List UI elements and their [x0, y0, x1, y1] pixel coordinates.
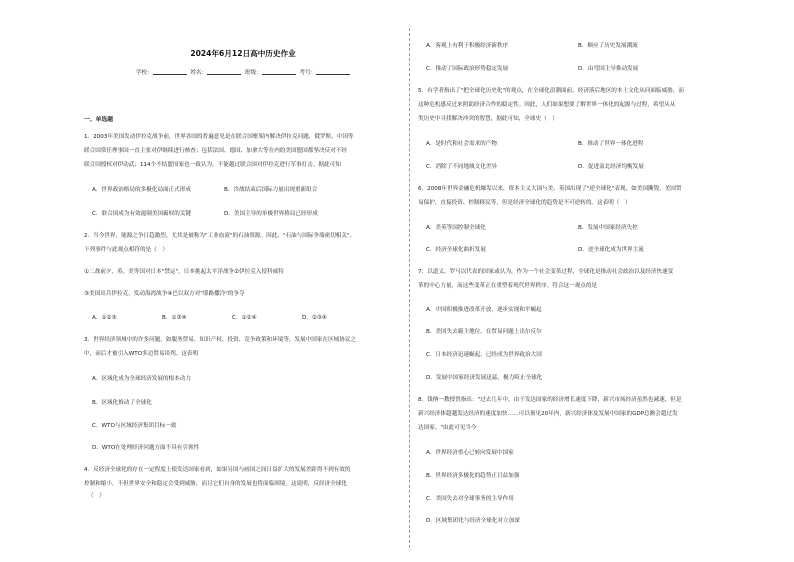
option-a[interactable]: A．美英等国控制全球化	[426, 225, 486, 231]
name-blank[interactable]	[207, 68, 241, 75]
class-field: 班级：	[245, 68, 296, 78]
class-blank[interactable]	[262, 68, 296, 75]
question-stem-line: （ ）	[88, 493, 105, 499]
option-c[interactable]: C．经济全球化曲折发展	[426, 247, 486, 253]
option-d[interactable]: D．美国主导的单极世界格局已经形成	[224, 211, 318, 217]
question-2	[84, 232, 355, 255]
option-a[interactable]: A．中国积极推进改革开放，逐步实现和平崛起	[426, 307, 542, 313]
question-stem-line: 下列事件与此观点相符的是（ ）	[84, 247, 168, 253]
question-3	[84, 336, 356, 359]
statement-line: ③美国出兵伊拉克，发动海湾战争④巴以双方对"耶路撒冷"的争夺	[84, 291, 245, 297]
question-stem-line: 联合国常任理事国一直主张对伊继续进行核查；包括法国、德国、加拿大等在内的美国盟国都坚决反对不经	[84, 148, 347, 154]
statement-line: ①二战前夕，英、美等国对日本"禁运"，日本挑起太平洋战争②伊拉克入侵科威特	[84, 269, 284, 275]
option-c[interactable]: C．美国失去对全球事务的主导作用	[426, 496, 514, 502]
question-stem-line: 2．当今世界，能源之争日趋激烈，尤其是被称为"工业血液"的石油资源。因此，"石油与国际争端密切相关"。	[84, 233, 356, 239]
section-heading: 一、单选题	[84, 117, 113, 123]
right-column	[418, 0, 748, 562]
question-stem-line: 达国家。"由此可见当今	[418, 425, 477, 431]
question-1	[84, 133, 354, 170]
question-stem-line: 中，而后才被引入WTO多边贸易谈判。这表明	[84, 351, 199, 357]
option-b[interactable]: B．①③④	[162, 315, 187, 321]
question-7	[418, 268, 673, 291]
question-stem-line: 8．钱纳一教授曾指出："过去几年中，由于发达国家的经济增长速度下降，新兴市场经济虽然也减速，但是	[418, 397, 682, 403]
option-c[interactable]: C．联合国成为有效遏制美国霸权的关键	[92, 211, 192, 217]
question-stem-line: 6．2008年世界金融危机爆发以来，资本主义大国与美、英国出现了"逆全球化"表现，如美国撕毁，美国贸	[418, 186, 682, 192]
option-a[interactable]: A．是时代和社会需求的产物	[426, 141, 497, 147]
question-8	[418, 396, 681, 433]
question-stem-line: 3．世界经济领域中的许多问题，如服务贸易、知识产权、投资、竞争政策和环境等，发展中国家在区域协议之	[84, 337, 357, 343]
school-field: 学校：	[136, 68, 187, 78]
option-a[interactable]: A．客观上有利于积极经济新秩序	[426, 43, 509, 49]
option-d[interactable]: D．促进南北经济均衡发展	[578, 164, 644, 170]
option-c[interactable]: C．日本经济迅速崛起，已经成为世界政治大国	[426, 352, 542, 358]
option-d[interactable]: D．由弯国主导推动发展	[578, 66, 639, 72]
question-stem-line: 7．以道义、罗马以代表的国家或认为，作为一个社会变革过程，全球化是推动社会政治以及经济快速变	[418, 269, 674, 275]
question-stem-line: 4．反经济全球化的存在一定程度上使发达国家看到，如果另国与画国之间日益扩大的发展差距得不到有效的	[84, 467, 351, 473]
option-b[interactable]: B．区域化推动了全球化	[92, 400, 152, 406]
question-stem-line: 5．有学者指出了"把全球化历史化"的观点，在全球化浪潮面前，经济落后地区的本土文化从问面临威胁，而	[418, 88, 685, 94]
option-a[interactable]: A．世界政治格局的多极化局面正式形成	[92, 187, 191, 193]
column-divider	[409, 28, 410, 548]
question-5	[418, 87, 684, 124]
question-stem-line: 类历史中寻找解决冲突的智慧，据此可知，全球史（ ）	[418, 116, 558, 122]
option-b[interactable]: B．世界经济多极化的趋势正日益加强	[426, 473, 520, 479]
option-b[interactable]: B．美国失去霸主地位，在贸易问题上出尔反尔	[426, 329, 542, 335]
question-6	[418, 185, 681, 208]
school-blank[interactable]	[153, 68, 187, 75]
question-stem-line: 革的中心力量，而这些变革正在重塑着现代世界秩序。符合这一观点的是	[418, 283, 598, 289]
option-b[interactable]: B．冷战结束后国际力量出现重新组合	[224, 187, 318, 193]
option-c[interactable]: C．WTO与区域经济集团目标一致	[92, 423, 177, 429]
option-d[interactable]: D．WTO在处理经济问题方面不具有引领性	[92, 445, 200, 451]
option-d[interactable]: D．区域集团化与经济全球化对立加深	[426, 518, 520, 524]
exam-title: 2024年6月12日高中历史作业	[190, 49, 296, 58]
question-stem-line: 新兴经济体超越发达经济的速度加快……可以预见20年内，新兴经济体及发展中国家的GDP总额会超过发	[418, 411, 678, 417]
left-column	[84, 0, 402, 562]
option-c[interactable]: C．①②④	[232, 315, 257, 321]
option-d[interactable]: D．逆全球化成为世界主流	[578, 247, 644, 253]
option-b[interactable]: B．推动了世界一体化进程	[578, 141, 644, 147]
question-stem-line: 易保护、直接投资、控制移民等，但是经济全球化的趋势是不可逆转的。这表明（ ）	[418, 200, 631, 206]
option-c[interactable]: C．推动了国际政治形势稳定发展	[426, 66, 509, 72]
question-stem-line: 控制和缩小，不但世界安全和稳定会受到威胁，而且它们自身的发展也将面临困境。这说明，反经济全球化	[84, 481, 347, 487]
option-c[interactable]: C．消除了不同地域文化差异	[426, 164, 498, 170]
option-d[interactable]: D．发展中国家经济发展迅猛，极力阻止全球化	[426, 375, 543, 381]
question-stem-line: 联合国授权对伊动武；114个不结盟国家也一致认为，不能越过联合国对伊拉克进行军事打击。据此可知	[84, 162, 341, 168]
option-a[interactable]: A．①②③	[92, 315, 117, 321]
option-d[interactable]: D．②③④	[302, 315, 327, 321]
exam-number-field: 考号：	[299, 68, 350, 78]
exam-number-blank[interactable]	[316, 68, 350, 75]
name-field: 姓名：	[190, 68, 241, 78]
option-b[interactable]: B．发展中国家经济失控	[578, 225, 638, 231]
option-a[interactable]: A．世界经济重心已转向发展中国家	[426, 450, 514, 456]
question-4	[84, 466, 350, 501]
question-stem-line: 这种危机感反过来照助经济合作的稳定性。因此，人们如果想要了解世界一体化的起源与过程，希望从从	[418, 102, 676, 108]
option-b[interactable]: B．顺应了历史发展潮流	[578, 43, 638, 49]
question-stem-line: 1．2003年美国发动伊拉克战争前，世界各国的普遍意见是在联合国框架内解决伊拉克问题，俄罗斯、中国等	[84, 134, 354, 140]
option-a[interactable]: A．区域化成为全球经济发展的根本动力	[92, 376, 191, 382]
student-info-line	[84, 68, 402, 78]
